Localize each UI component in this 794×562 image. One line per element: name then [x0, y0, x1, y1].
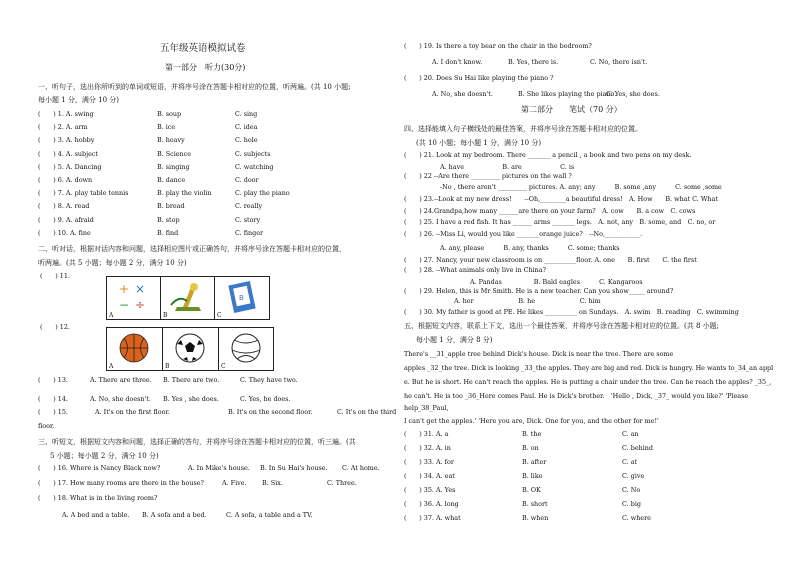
- s5-item-1-b: B. the: [522, 430, 542, 438]
- s4-line-1: ( ) 21. Look at my bedroom. There _______ a pencil , a book and two pens on my desk.: [404, 151, 692, 159]
- s4-line-7: ( ) 25. I have a red fish. It has ______ arms _______ legs. A. not, any B. some, and C. no, or: [404, 218, 716, 226]
- q15-c: C. It's on the third: [337, 408, 397, 416]
- passage-line-2: apples _32_the tree. Dick is looking _33_the apples. They are big and red. Dick is hungry. He wants to_34_an appl: [404, 364, 774, 372]
- s1-item-5: ( ) 5. A. Dancing: [38, 162, 102, 171]
- math-symbols-picture: [107, 277, 161, 319]
- s1-item-10: ( ) 10. A. fine: [38, 228, 91, 237]
- microscope-icon: [161, 277, 214, 319]
- q12: ( ) 12.: [40, 323, 70, 331]
- football-icon: [163, 328, 218, 370]
- q18-a: A. A bed and a table.: [62, 511, 130, 519]
- q18-c: C. A sofa, a table and a TV.: [226, 511, 313, 519]
- s1-item-7-b: B. play the violin: [157, 189, 212, 198]
- q20-a: A. No, she doesn't.: [432, 90, 493, 98]
- s4-line-15: ( ) 30. My father is good at PE. He likes __________ on Sundays. A. swim B. reading C. swimming: [404, 308, 739, 316]
- s1-item-5-b: B. singing: [157, 162, 190, 171]
- q19: ( ) 19. Is there a toy bear on the chair in the bedroom?: [404, 42, 592, 50]
- q20-b: B. She likes playing the piano.: [518, 90, 617, 98]
- book-icon: [215, 277, 269, 319]
- s5-item-2-b: B. on: [522, 444, 539, 452]
- page-title: 五年级英语模拟试卷: [160, 43, 246, 54]
- s4-line-11: ( ) 28. --What animals only live in China?: [404, 266, 547, 274]
- passage-line-6: I can't get the apples.' 'Here you are, Dick. One for you, and the other for me!': [404, 417, 659, 425]
- q13: ( ) 13.: [38, 376, 68, 384]
- s1-item-4-c: C. subjects: [235, 149, 271, 158]
- s5-item-6: ( ) 36. A. long: [404, 500, 459, 508]
- s4-line-12: A. Pandas B. Bald eagles C. Kangaroos: [470, 278, 643, 286]
- volleyball-picture: [219, 328, 273, 370]
- passage-line-4: he can't. He is too _36_Here comes Paul. He is Dick's brother. 'Hello , Dick, _37_ would you like?' 'Please: [404, 392, 749, 400]
- q17-c: C. Three.: [327, 479, 357, 487]
- label-b: B: [165, 363, 170, 370]
- q19-b: B. Yes, there is.: [508, 58, 559, 66]
- s1-item-10-c: C. finger: [235, 228, 264, 237]
- q13-c: C. They have two.: [240, 376, 298, 384]
- q18-b: B. A sofa and a bed.: [142, 511, 207, 519]
- passage-line-3: e. But he is short. He can't reach the apples. He is putting a chair under the tree. Can he reach the apples? _35_,: [404, 378, 772, 386]
- q15: ( ) 15.: [38, 408, 68, 416]
- s5-item-7: ( ) 37. A. what: [404, 514, 461, 522]
- s1-item-2: ( ) 2. A. arm: [38, 123, 88, 132]
- s1-item-7-c: C. play the piano: [235, 189, 290, 198]
- svg-text:×: ×: [135, 282, 146, 296]
- s4-line-6: ( ) 24.Grandpa,how many ______are there on your farm? A. cow B. a cow C. cows: [404, 207, 696, 215]
- s5-item-6-b: B. short: [522, 500, 548, 508]
- s5-instr-1: 五、根据短文内容，联系上下文，选出一个最佳答案，并将序号涂在答题卡相对应的位置。(共 8 小题;: [404, 322, 719, 330]
- s5-item-1: ( ) 31. A. a: [404, 430, 449, 438]
- volleyball-icon: [219, 328, 273, 370]
- s2-instr-2: 听两遍。(共 5 小题；每小题 2 分，满分 10 分): [38, 259, 187, 267]
- part2-heading: 第二部分 笔试（70 分）: [521, 105, 622, 114]
- s1-item-3-c: C. hole: [235, 136, 258, 145]
- label-c: C: [217, 312, 222, 319]
- s1-item-3: ( ) 3. A. hobby: [38, 136, 95, 145]
- q17-b: B. Six.: [262, 479, 283, 487]
- q15-cont: floor.: [38, 422, 55, 430]
- s1-instr-1: 一、听句子，选出你所听到的单词或短语，并将序号涂在答题卡相对应的位置，听两遍。(共 10 小题;: [38, 83, 351, 91]
- s1-item-2-b: B. ice: [157, 123, 176, 132]
- s1-item-8-c: C. really: [235, 202, 263, 211]
- s1-item-3-b: B. heavy: [157, 136, 185, 145]
- s5-item-7-c: C. where: [622, 514, 651, 522]
- s1-item-8-b: B. bread: [157, 202, 185, 211]
- q20: ( ) 20. Does Su Hai like playing the piano ?: [404, 74, 554, 82]
- q19-c: C. No, there isn't.: [590, 58, 648, 66]
- q14-c: C. Yes, he does.: [240, 395, 291, 403]
- s3-instr-1: 三、听短文，根据短文内容和问题，选择正确的答句，并将序号涂在答题卡相对应的位置，听三遍。(共: [38, 438, 356, 446]
- s1-item-5-c: C. watching: [235, 162, 274, 171]
- q16-b: B. In Su Hai's house.: [260, 464, 328, 472]
- s1-item-6: ( ) 6. A. down: [38, 176, 93, 184]
- s2-instr-1: 二、听对话，根据对话内容和问题，选择相应图片或正确答句，并将序号涂在答题卡相对应的位置，: [38, 245, 346, 253]
- q13-b: B. There are two.: [163, 376, 220, 384]
- book-picture: [215, 277, 269, 319]
- svg-text:B: B: [239, 294, 244, 302]
- s1-item-10-b: B. find: [157, 228, 179, 237]
- s5-item-4-c: C. give: [622, 472, 645, 480]
- s1-item-1-c: C. sing: [235, 110, 258, 118]
- passage-line-5: help_38_Paul,: [404, 404, 449, 412]
- s5-item-4-b: B. like: [522, 472, 543, 480]
- q20-c: C. Yes, she does.: [606, 90, 660, 98]
- math-symbols-icon: [107, 277, 160, 319]
- s5-item-3-c: C. at: [622, 458, 638, 466]
- svg-text:+: +: [119, 282, 130, 296]
- s1-item-9: ( ) 9. A. afraid: [38, 215, 94, 224]
- football-picture: [163, 328, 219, 370]
- svg-text:÷: ÷: [135, 298, 146, 312]
- q11: ( ) 11.: [40, 272, 70, 280]
- science-picture: [161, 277, 215, 319]
- q12-picture-row: [106, 327, 274, 371]
- s5-item-5-b: B. OK: [522, 486, 541, 494]
- q16: ( ) 16. Where is Nancy Black now?: [38, 464, 161, 472]
- s1-instr-2: 每小题 1 分，满分 10 分): [38, 96, 119, 104]
- s1-item-1-b: B. soup: [157, 110, 182, 118]
- s1-item-9-b: B. stop: [157, 215, 180, 224]
- s5-item-4: ( ) 34. A. eat: [404, 472, 455, 480]
- q13-a: A. There are three.: [90, 376, 152, 384]
- s5-instr-2: 每小题 1 分，满分 8 分): [416, 336, 493, 344]
- s1-item-4: ( ) 4. A. subject: [38, 149, 99, 158]
- s4-line-8: ( ) 26. --Miss Li, would you like _______orange juice? --No,___________.: [404, 230, 643, 238]
- s5-item-3-b: B. after: [522, 458, 547, 466]
- s1-item-7: ( ) 7. A. play table tennis: [38, 189, 129, 198]
- s4-line-2: A. have B. are C. is: [440, 163, 575, 171]
- s5-item-7-b: B. when: [522, 514, 549, 522]
- s5-item-1-c: C. an: [622, 430, 639, 438]
- q16-a: A. In Mike's house.: [188, 464, 250, 472]
- s5-item-2-c: C. behind: [622, 444, 653, 452]
- q17-a: A. Five.: [222, 479, 247, 487]
- s1-item-2-c: C. idea: [235, 123, 258, 132]
- s1-item-4-b: B. Science: [157, 149, 192, 158]
- s4-line-3: ( ) 22 --Are there _________ pictures on the wall ?: [404, 172, 572, 180]
- s1-item-6-c: C. door: [235, 176, 259, 184]
- label-a: A: [109, 312, 114, 319]
- s4-line-10: ( ) 27. Nancy, your new classroom is on __________floor. A. one B. first C. the first: [404, 256, 697, 264]
- basketball-icon: [107, 328, 162, 370]
- s4-line-13: ( ) 29. Helen, this is Mr Smith. He is a new teacher. Can you show_____ around?: [404, 287, 674, 295]
- s5-item-6-c: C. big: [622, 500, 641, 508]
- q18: ( ) 18. What is in the living room?: [38, 494, 158, 502]
- basketball-picture: [107, 328, 163, 370]
- q15-b: B. It's on the second floor.: [228, 408, 313, 416]
- q14-b: B. Yes , she does.: [163, 395, 219, 403]
- q17: ( ) 17. How many rooms are there in the house?: [38, 479, 204, 487]
- s4-line-4: -No , there aren't _________ pictures. A. any; any B. some ,any C. some ,some: [440, 183, 722, 191]
- s1-item-1: ( ) 1. A. swing: [38, 110, 94, 118]
- s4-line-14: A. her B. he C. him: [454, 297, 601, 305]
- s5-item-5-c: C. No: [622, 486, 641, 494]
- label-c: C: [221, 363, 226, 370]
- s5-item-3: ( ) 33. A. for: [404, 458, 454, 466]
- s1-item-9-c: C. story: [235, 215, 261, 224]
- part1-heading: 第一部分 听力(30分): [165, 63, 246, 72]
- label-b: B: [163, 312, 168, 319]
- passage-line-1: There's __31_apple tree behind Dick's house. Dick is near the tree. There are some: [404, 350, 674, 358]
- s5-item-2: ( ) 32. A. in: [404, 444, 451, 452]
- s1-item-6-b: B. dance: [157, 176, 186, 184]
- q14-a: A. No, she doesn't.: [90, 395, 151, 403]
- q11-picture-row: [106, 276, 270, 320]
- s3-instr-2: 5 小题；每小题 2 分，满分 10 分): [50, 452, 159, 460]
- s4-line-9: A. any, please B. any, thanks C. some; thanks: [440, 244, 620, 252]
- q19-a: A. I don't know.: [432, 58, 483, 66]
- s4-instr-1: 四、选择能填入句子横线处的最佳答案，并将序号涂在答题卡相对应的位置。: [404, 125, 642, 133]
- s1-item-8: ( ) 8. A. read: [38, 202, 90, 211]
- q16-c: C. At home.: [342, 464, 380, 472]
- s4-line-5: ( ) 23.--Look at my new dress! --Oh,________a beautiful dress! A. How B. what C. What: [404, 195, 718, 203]
- svg-text:−: −: [119, 298, 130, 312]
- label-a: A: [109, 363, 114, 370]
- q14: ( ) 14.: [38, 395, 68, 403]
- s4-instr-2: (共 10 小题；每小题 1 分，满分 10 分): [416, 139, 542, 147]
- s5-item-5: ( ) 35. A. Yes: [404, 486, 456, 494]
- q15-a: A. It's on the first floor.: [95, 408, 170, 416]
